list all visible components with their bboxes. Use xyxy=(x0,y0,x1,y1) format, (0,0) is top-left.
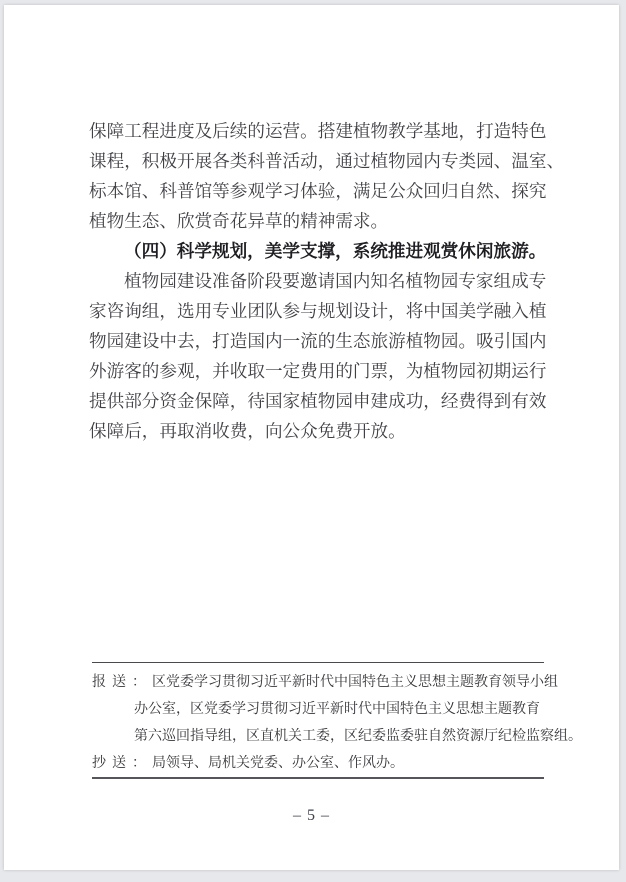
report-to-label: 报送： xyxy=(92,675,152,690)
report-to-line xyxy=(92,669,558,696)
paragraph-line: 外游客的参观，并收取一定费用的门票，为植物园初期运行 xyxy=(89,361,547,381)
paragraph-line: 物园建设中去，打造国内一流的生态旅游植物园。吸引国内 xyxy=(89,331,547,351)
body-text xyxy=(89,116,569,446)
paragraph-line: 植物园建设准备阶段要邀请国内知名植物园专家组成专 xyxy=(124,271,547,291)
section-heading: （四）科学规划，美学支撑，系统推进观赏休闲旅游。 xyxy=(124,241,547,261)
copy-to-label: 抄送： xyxy=(92,756,152,771)
paragraph-line: 家咨询组，选用专业团队参与规划设计，将中国美学融入植 xyxy=(89,301,547,321)
paragraph-line: 保障后，再取消收费，向公众免费开放。 xyxy=(89,421,406,441)
copy-to-line xyxy=(92,750,544,777)
paragraph-line: 课程，积极开展各类科普活动，通过植物园内专类园、温室、 xyxy=(89,151,565,171)
paragraph-line: 保障工程进度及后续的运营。搭建植物教学基地，打造特色 xyxy=(89,121,547,141)
copy-to-text: 局领导、局机关党委、办公室、作风办。 xyxy=(152,756,404,771)
report-to-line: 第六巡回指导组，区直机关工委，区纪委监委驻自然资源厅纪检监察组。 xyxy=(134,729,582,744)
report-to-line: 办公室，区党委学习贯彻习近平新时代中国特色主义思想主题教育 xyxy=(134,702,540,717)
paragraph-line: 标本馆、科普馆等参观学习体验，满足公众回归自然、探究 xyxy=(89,181,547,201)
page-number: – 5 – xyxy=(293,807,330,824)
report-to-text: 区党委学习贯彻习近平新时代中国特色主义思想主题教育领导小组 xyxy=(152,675,558,690)
paragraph-line: 植物生态、欣赏奇花异草的精神需求。 xyxy=(89,211,389,231)
document-page xyxy=(4,5,619,870)
distribution-footer xyxy=(92,662,582,779)
paragraph-line: 提供部分资金保障，待国家植物园申建成功，经费得到有效 xyxy=(89,391,547,411)
